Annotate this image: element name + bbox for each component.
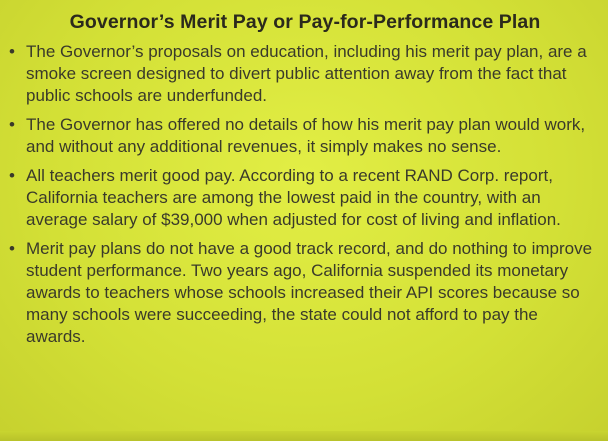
bullet-dot-icon: • <box>9 42 15 61</box>
bullet-item <box>8 41 594 107</box>
bullet-text: Merit pay plans do not have a good track record, and do nothing to improve student performance. Two years ago, California suspended its monetary awards to teachers whose schools increased their API scores because so many schools were succeeding, the state could not afford to pay the awards. <box>26 239 593 346</box>
bullet-item <box>8 114 594 158</box>
bullet-dot-icon: • <box>9 239 15 258</box>
bullet-dot-icon: • <box>9 166 15 185</box>
bullet-item <box>8 238 594 348</box>
bullet-item <box>8 165 594 231</box>
bullet-text: The Governor’s proposals on education, including his merit pay plan, are a smoke screen designed to divert public attention away from the fact that public schools are underfunded. <box>26 42 587 105</box>
bullet-text: The Governor has offered no details of how his merit pay plan would work, and without any additional revenues, it simply makes no sense. <box>26 115 586 156</box>
bullet-dot-icon: • <box>9 115 15 134</box>
bottom-edge-strip <box>0 431 608 441</box>
bullet-list <box>8 41 594 348</box>
bullet-text: All teachers merit good pay. According to a recent RAND Corp. report, California teachers are among the lowest paid in the country, with an average salary of $39,000 when adjusted for cost of living and inflation. <box>26 166 561 229</box>
document-title: Governor’s Merit Pay or Pay-for-Performance Plan <box>69 11 541 33</box>
